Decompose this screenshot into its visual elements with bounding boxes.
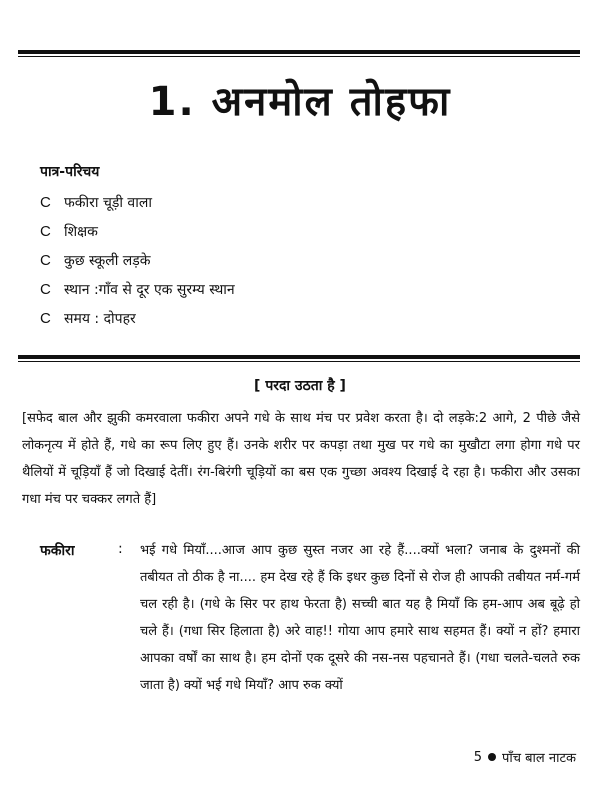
dialogue-text: भई गधे मियाँ....आज आप कुछ सुस्त नजर आ रहे हैं....क्यों भला? जनाब के दुश्मनों की तबीयत तो ठीक है ना.... हम देख रहे हैं कि इधर कुछ दिनों से रोज ही आपकी तबीयत नर्म-गर्म चल रही है। (गधे के सिर पर हाथ फेरता है) सच्ची बात यह है मियाँ कि हम-आप अब बूढ़े हो चले हैं। (गधा सिर हिलाता है) अरे वाह!! गोया आप हमारे साथ सहमत हैं। क्यों न हों? हमारा आपका वर्षों का साथ है। हम दोनों एक दूसरे की नस-नस पहचानते हैं। (गधा चलते-चलते रुक जाता है) क्यों भई गधे मियाँ? आप रुक क्यों (140, 543, 580, 693)
speaker-name: फकीरा (40, 543, 75, 559)
cast-bullet: C (40, 310, 51, 327)
cast-item-text: समय : दोपहर (64, 311, 136, 327)
cast-item-text: कुछ स्कूली लड़के (64, 253, 151, 269)
cast-item (40, 188, 235, 217)
cast-item (40, 275, 235, 304)
cast-heading: पात्र-परिचय (40, 164, 100, 180)
cast-item-text: स्थान :गाँव से दूर एक सुरम्य स्थान (64, 282, 235, 298)
cast-list (40, 188, 235, 333)
book-title: पाँच बाल नाटक (502, 751, 576, 766)
top-rule (18, 50, 580, 57)
page-number: 5 (473, 749, 482, 765)
speaker-colon: : (118, 541, 123, 557)
cast-item-text: शिक्षक (64, 224, 98, 240)
chapter-title: 1. अनमोल तोहफा (148, 79, 452, 125)
stage-direction: [सफेद बाल और झुकी कमरवाला फकीरा अपने गधे के साथ मंच पर प्रवेश करता है। दो लड़के:2 आगे, 2 पीछे जैसे लोकनृत्य में होते हैं, गधे का रूप लिए हुए हैं। उनके शरीर पर कपड़ा तथा मुख पर गधे का मुखौटा लगा होगा गधे पर थैलियों में चूड़ियाँ हैं जो दिखाई देतीं। रंग-बिरंगी चूड़ियों का बस एक गुच्छा अवश्य दिखाई दे रहा है। फकीरा और उसका गधा मंच पर चक्कर लगते हैं] (22, 411, 580, 507)
cast-bullet: C (40, 281, 51, 298)
page-footer (474, 748, 576, 766)
cast-bullet: C (40, 252, 51, 269)
section-rule (18, 355, 580, 362)
cast-item-text: फकीरा चूड़ी वाला (64, 195, 152, 211)
curtain-heading: [ परदा उठता है ] (254, 378, 346, 394)
cast-item (40, 246, 235, 275)
cast-item (40, 304, 235, 333)
cast-bullet: C (40, 194, 51, 211)
bullet-dot-icon (488, 753, 496, 761)
cast-bullet: C (40, 223, 51, 240)
cast-item (40, 217, 235, 246)
